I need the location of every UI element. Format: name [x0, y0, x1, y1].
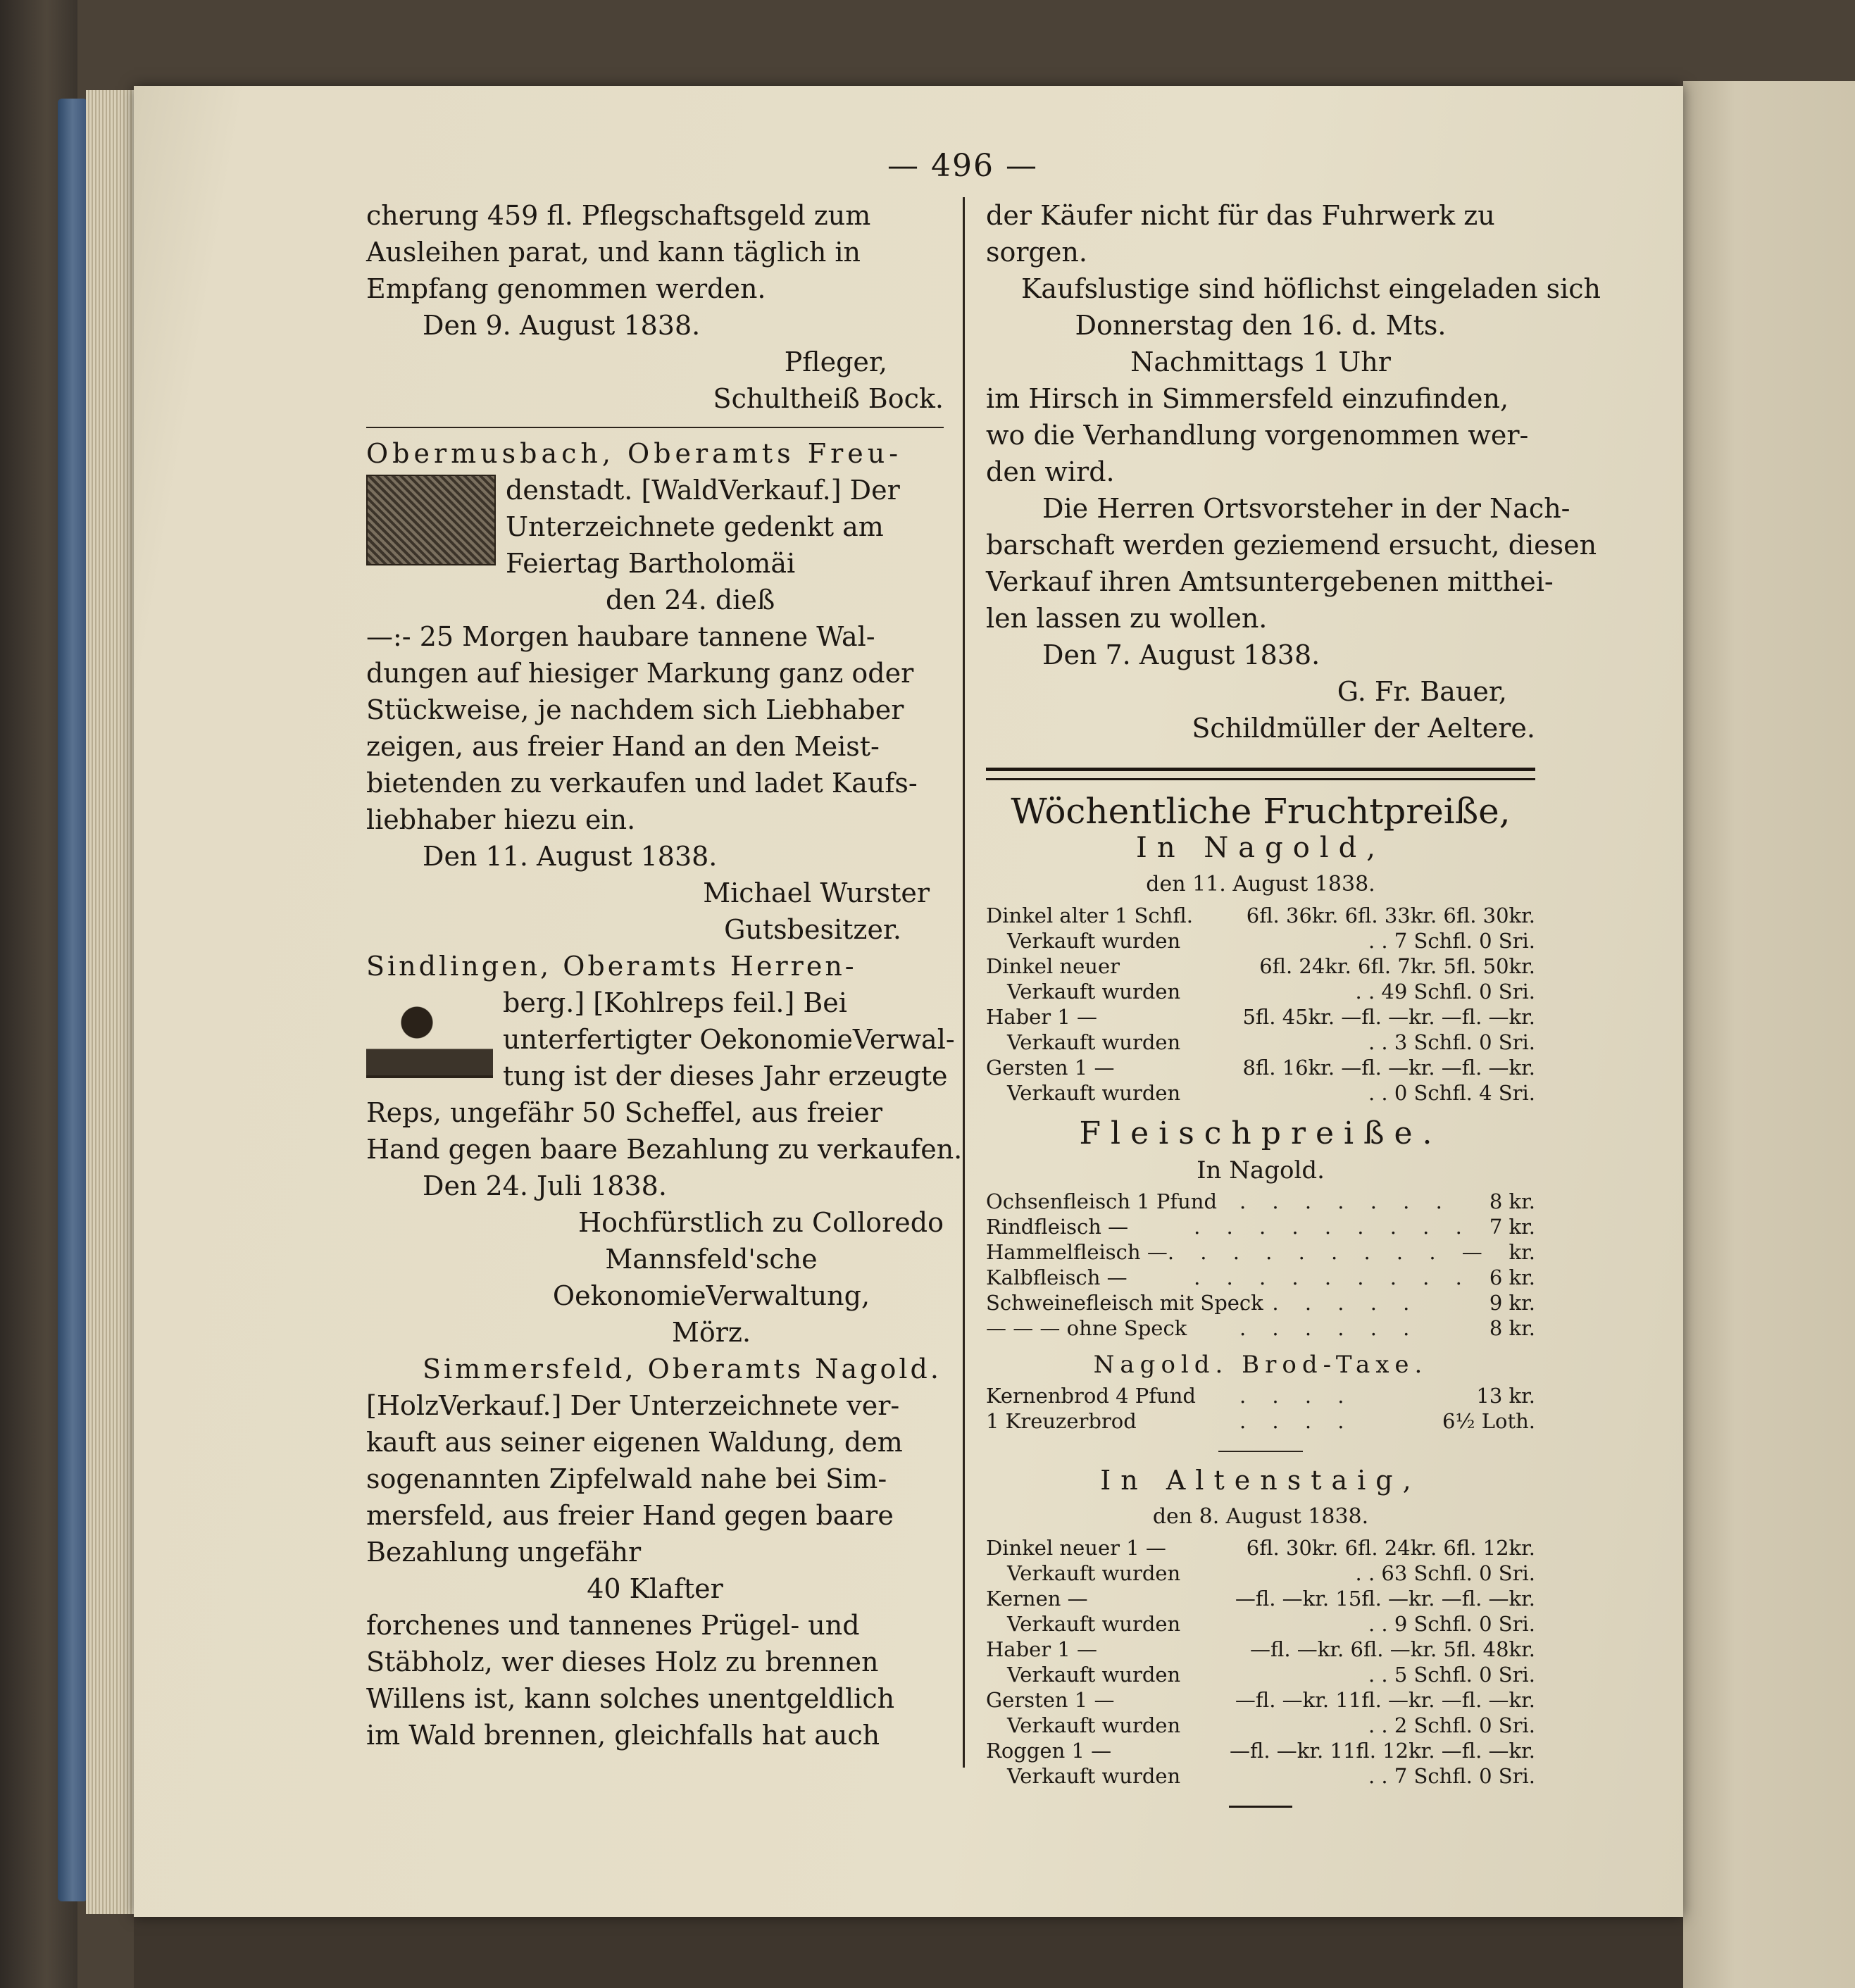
row-price: 8 kr.	[1489, 1189, 1535, 1213]
meat-row	[986, 1265, 1535, 1290]
row-label: Verkauft wurden	[1007, 1713, 1181, 1737]
meat-row	[986, 1214, 1535, 1239]
separator-rule	[366, 427, 944, 428]
bread-price-table	[986, 1383, 1535, 1434]
row-price: 8 kr.	[1489, 1316, 1535, 1340]
signature-title: Pfleger,	[784, 346, 887, 377]
row-label: 1 Kreuzerbrod	[986, 1409, 1137, 1433]
price-table	[986, 903, 1535, 1106]
woodcut-farmer-image	[366, 987, 493, 1078]
price-row	[986, 1687, 1535, 1713]
prices-title: Wöchentliche Fruchtpreiße,	[1011, 791, 1511, 832]
row-label: Verkauft wurden	[1007, 1081, 1181, 1105]
signature-name: Michael Wurster	[703, 877, 930, 908]
row-label: Haber 1 —	[986, 1637, 1098, 1661]
row-label: Rindfleisch —	[986, 1215, 1129, 1239]
text-line: sogenannten Zipfelwald nahe bei Sim-	[366, 1463, 887, 1494]
text-line: wo die Verhandlung vorgenommen wer-	[986, 420, 1529, 451]
row-label: Verkauft wurden	[1007, 980, 1181, 1004]
row-values: 5fl. 45kr. —fl. —kr. —fl. —kr.	[1242, 1005, 1535, 1029]
price-row	[986, 1561, 1535, 1586]
notice-guardianship	[366, 197, 944, 417]
text-line: Die Herren Ortsvorsteher in der Nach-	[1042, 493, 1570, 524]
text-line: liebhaber hiezu ein.	[366, 804, 636, 835]
row-label: Dinkel alter 1 Schfl.	[986, 904, 1193, 927]
row-dots: . . . . . . . . .	[1194, 1215, 1472, 1239]
left-column	[366, 197, 963, 1753]
grain-prices-section	[986, 793, 1535, 1808]
notice-date: Den 7. August 1838.	[1042, 639, 1320, 670]
row-values: . . 0 Schfl. 4 Sri.	[1368, 1081, 1535, 1105]
row-label: Dinkel neuer 1 —	[986, 1536, 1166, 1560]
row-label: Kalbfleisch —	[986, 1265, 1128, 1289]
row-label: — — — ohne Speck	[986, 1316, 1187, 1340]
price-row	[986, 928, 1535, 954]
text-line: Ausleihen parat, und kann täglich in	[366, 237, 861, 268]
text-line: Kaufslustige sind höflichst eingeladen sich	[1021, 273, 1601, 304]
meat-price-table	[986, 1189, 1535, 1341]
row-values: —fl. —kr. 11fl. 12kr. —fl. —kr.	[1230, 1739, 1535, 1763]
row-label: Verkauft wurden	[1007, 1561, 1181, 1585]
text-line: sorgen.	[986, 237, 1087, 268]
end-rule	[1229, 1806, 1292, 1808]
signature-name: Mörz.	[671, 1317, 751, 1348]
row-values: . . 9 Schfl. 0 Sri.	[1368, 1612, 1535, 1636]
text-line: [HolzVerkauf.] Der Unterzeichnete ver-	[366, 1390, 900, 1421]
text-line: Stückweise, je nachdem sich Liebhaber	[366, 694, 904, 725]
text-line: kauft aus seiner eigenen Waldung, dem	[366, 1427, 903, 1458]
row-price: 6½ Loth.	[1442, 1409, 1535, 1433]
prices-date: den 11. August 1838.	[1146, 872, 1375, 896]
text-line: cherung 459 fl. Pflegschaftsgeld zum	[366, 200, 871, 231]
notice-date: Den 9. August 1838.	[423, 310, 701, 341]
text-line: zeigen, aus freier Hand an den Meist-	[366, 731, 880, 762]
text-line: mersfeld, aus freier Hand gegen baare	[366, 1500, 894, 1531]
notice-heading: Obermusbach, Oberamts Freu-	[366, 438, 903, 469]
text-line: Unterzeichnete gedenkt am	[506, 511, 884, 542]
row-values: . . 7 Schfl. 0 Sri.	[1368, 929, 1535, 953]
row-values: . . 5 Schfl. 0 Sri.	[1368, 1663, 1535, 1687]
text-line: forchenes und tannenes Prügel- und	[366, 1610, 860, 1641]
row-values: . . 49 Schfl. 0 Sri.	[1355, 980, 1535, 1004]
row-label: Verkauft wurden	[1007, 1030, 1181, 1054]
notice-firewood-continued	[986, 197, 1601, 746]
price-row	[986, 1055, 1535, 1080]
price-row	[986, 1030, 1535, 1055]
woodcut-forest-image	[366, 475, 496, 565]
right-column	[986, 197, 1601, 1808]
notice-date: Den 24. Juli 1838.	[423, 1170, 667, 1201]
signature-title: Gutsbesitzer.	[724, 914, 901, 945]
row-values: . . 2 Schfl. 0 Sri.	[1368, 1713, 1535, 1737]
row-dots: . . . . . . . . .	[1194, 1265, 1472, 1289]
price-row	[986, 1713, 1535, 1738]
row-values: 6fl. 24kr. 6fl. 7kr. 5fl. 50kr.	[1259, 954, 1535, 978]
text-line: der Käufer nicht für das Fuhrwerk zu	[986, 200, 1495, 231]
price-row	[986, 1080, 1535, 1106]
notice-rapeseed-sale	[366, 948, 963, 1351]
page-number: — 496 —	[887, 148, 1038, 184]
price-row	[986, 1004, 1535, 1030]
row-dots: . . . . . .	[1239, 1291, 1420, 1315]
meat-row	[986, 1239, 1535, 1265]
meat-row	[986, 1315, 1535, 1341]
section-rule	[986, 768, 1535, 780]
row-label: Roggen 1 —	[986, 1739, 1112, 1763]
price-row	[986, 1611, 1535, 1637]
price-row	[986, 1637, 1535, 1662]
text-line: im Hirsch in Simmersfeld einzufinden,	[986, 383, 1509, 414]
row-label: Kernenbrod 4 Pfund	[986, 1384, 1196, 1408]
signature-name: G. Fr. Bauer,	[1337, 676, 1507, 707]
meat-row	[986, 1290, 1535, 1315]
row-values: —fl. —kr. 11fl. —kr. —fl. —kr.	[1235, 1688, 1535, 1712]
bread-tax-title: Nagold. Brod-Taxe.	[1093, 1351, 1428, 1379]
row-label: Verkauft wurden	[1007, 1663, 1181, 1687]
price-row	[986, 1586, 1535, 1611]
notice-date: Den 11. August 1838.	[423, 841, 718, 872]
row-price: 13 kr.	[1476, 1384, 1535, 1408]
text-line: tung ist der dieses Jahr erzeugte	[503, 1061, 948, 1092]
row-price: kr.	[1509, 1240, 1535, 1264]
text-line: len lassen zu wollen.	[986, 603, 1268, 634]
signature-name: Schultheiß Bock.	[713, 383, 944, 414]
row-values: 8fl. 16kr. —fl. —kr. —fl. —kr.	[1242, 1056, 1535, 1080]
row-label: Haber 1 —	[986, 1005, 1098, 1029]
price-row	[986, 954, 1535, 979]
facing-page-edge	[1683, 81, 1855, 1988]
row-label: Kernen —	[986, 1587, 1088, 1611]
row-values: . . 7 Schfl. 0 Sri.	[1368, 1764, 1535, 1788]
meat-prices-place: In Nagold.	[1197, 1156, 1325, 1184]
price-row	[986, 1662, 1535, 1687]
row-values: 6fl. 30kr. 6fl. 24kr. 6fl. 12kr.	[1246, 1536, 1535, 1560]
text-line: Bezahlung ungefähr	[366, 1537, 642, 1568]
prices-date-2: den 8. August 1838.	[1152, 1504, 1369, 1529]
price-row	[986, 1763, 1535, 1789]
bottom-shadow	[134, 1917, 1683, 1988]
signature-title: Schildmüller der Aeltere.	[1192, 713, 1535, 744]
bread-row	[986, 1383, 1535, 1408]
row-label: Gersten 1 —	[986, 1688, 1115, 1712]
price-row	[986, 1738, 1535, 1763]
row-label: Verkauft wurden	[1007, 1764, 1181, 1788]
amount-line: 40 Klafter	[587, 1573, 723, 1604]
price-table-2	[986, 1535, 1535, 1789]
text-line: Nachmittags 1 Uhr	[1130, 346, 1391, 377]
row-dots: . . . . . . .	[1239, 1189, 1452, 1213]
price-row	[986, 903, 1535, 928]
row-values: 6fl. 36kr. 6fl. 33kr. 6fl. 30kr.	[1246, 904, 1535, 927]
column-divider	[963, 197, 965, 1768]
text-line: den 24. dieß	[606, 584, 775, 615]
notice-heading: Simmersfeld, Oberamts Nagold.	[423, 1354, 942, 1384]
row-values: —fl. —kr. 6fl. —kr. 5fl. 48kr.	[1250, 1637, 1535, 1661]
signature-line: Hochfürstlich zu Colloredo	[578, 1207, 944, 1238]
text-line: im Wald brennen, gleichfalls hat auch	[366, 1720, 880, 1751]
row-dots: . . . . . . . . . —	[1167, 1240, 1492, 1264]
row-dots: . . . .	[1239, 1384, 1354, 1408]
meat-row	[986, 1189, 1535, 1214]
text-line: Hand gegen baare Bezahlung zu verkaufen.	[366, 1134, 963, 1165]
prices-place-2: In Altenstaig,	[1100, 1465, 1421, 1496]
row-label: Hammelfleisch —	[986, 1240, 1168, 1264]
price-row	[986, 979, 1535, 1004]
row-price: 7 kr.	[1489, 1215, 1535, 1239]
text-line: berg.] [Kohlreps feil.] Bei	[503, 987, 847, 1018]
text-line: bietenden zu verkaufen und ladet Kaufs-	[366, 768, 918, 799]
row-values: . . 63 Schfl. 0 Sri.	[1355, 1561, 1535, 1585]
row-label: Verkauft wurden	[1007, 929, 1181, 953]
separator-rule	[1218, 1451, 1303, 1452]
text-line: denstadt. [WaldVerkauf.] Der	[506, 475, 900, 506]
text-line: Donnerstag den 16. d. Mts.	[1075, 310, 1447, 341]
row-label: Dinkel neuer	[986, 954, 1120, 978]
text-line: barschaft werden geziemend ersucht, diesen	[986, 530, 1597, 561]
text-line: Verkauf ihren Amtsuntergebenen mitthei-	[986, 566, 1554, 597]
row-label: Schweinefleisch mit Speck	[986, 1291, 1263, 1315]
row-dots: . . . .	[1239, 1409, 1354, 1433]
row-label: Verkauft wurden	[1007, 1612, 1181, 1636]
row-values: . . 3 Schfl. 0 Sri.	[1368, 1030, 1535, 1054]
price-row	[986, 1535, 1535, 1561]
book-spine	[58, 99, 87, 1901]
row-price: 6 kr.	[1489, 1265, 1535, 1289]
text-line: Empfang genommen werden.	[366, 273, 766, 304]
row-price: 9 kr.	[1489, 1291, 1535, 1315]
text-line: den wird.	[986, 456, 1115, 487]
text-line: Feiertag Bartholomäi	[506, 548, 796, 579]
meat-prices-title: Fleischpreiße.	[1079, 1115, 1442, 1151]
bread-row	[986, 1408, 1535, 1434]
notice-wood-sale	[366, 435, 944, 948]
notice-heading: Sindlingen, Oberamts Herren-	[366, 951, 857, 982]
notice-firewood-sale	[366, 1351, 944, 1753]
prices-place: In Nagold,	[1136, 832, 1385, 864]
text-line: Stäbholz, wer dieses Holz zu brennen	[366, 1646, 879, 1677]
row-dots: . . . . . .	[1239, 1316, 1420, 1340]
text-line: —:- 25 Morgen haubare tannene Wal-	[366, 621, 875, 652]
text-line: dungen auf hiesiger Markung ganz oder	[366, 658, 914, 689]
signature-line: OekonomieVerwaltung,	[552, 1280, 870, 1311]
signature-line: Mannsfeld'sche	[605, 1244, 818, 1275]
text-line: Willens ist, kann solches unentgeldlich	[366, 1683, 895, 1714]
row-values: —fl. —kr. 15fl. —kr. —fl. —kr.	[1235, 1587, 1535, 1611]
row-label: Ochsenfleisch 1 Pfund	[986, 1189, 1218, 1213]
text-line: unterfertigter OekonomieVerwal-	[503, 1024, 955, 1055]
row-label: Gersten 1 —	[986, 1056, 1115, 1080]
text-line: Reps, ungefähr 50 Scheffel, aus freier	[366, 1097, 883, 1128]
